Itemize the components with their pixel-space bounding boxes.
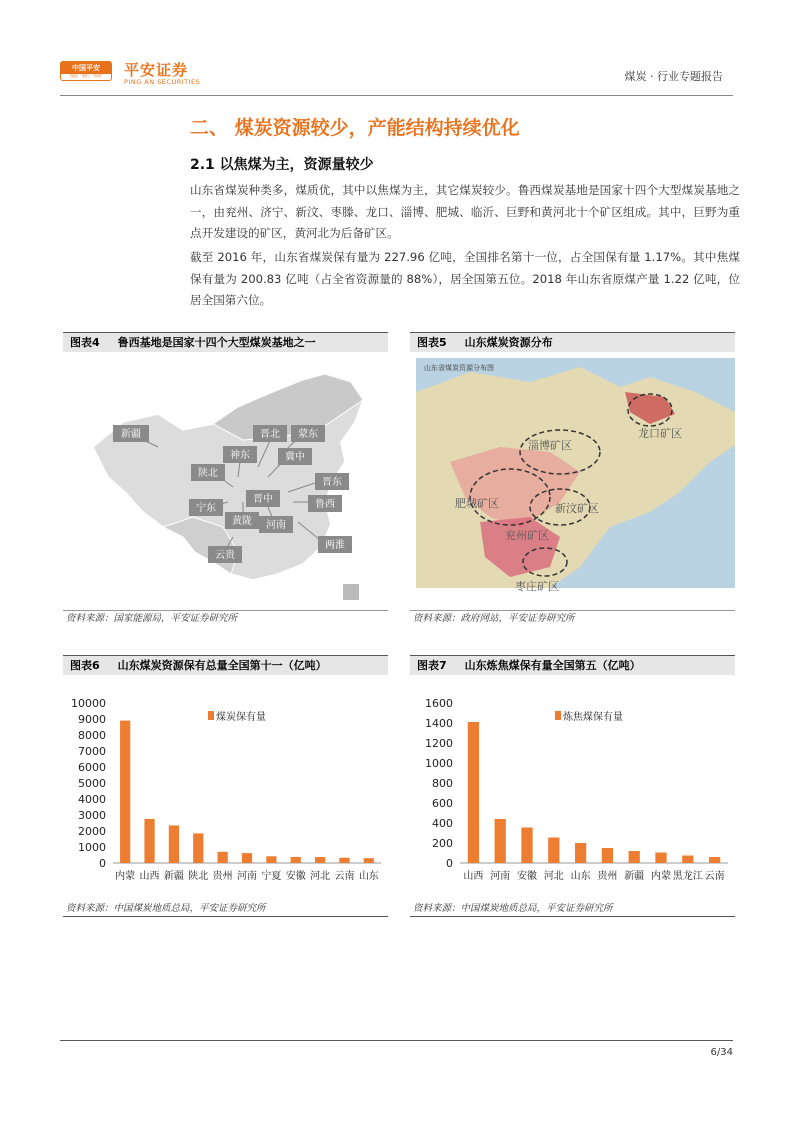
area-label: 新汶矿区 <box>555 502 599 515</box>
section-title: 二、 煤炭资源较少，产能结构持续优化 <box>190 117 520 139</box>
figure-4 <box>63 332 388 626</box>
coal-reserve-bar <box>291 857 301 863</box>
header-divider <box>60 95 733 96</box>
figure-4-source: 资料来源：国家能源局，平安证券研究所 <box>63 610 388 626</box>
coking-coal-x-tick-label: 安徽 <box>517 871 537 882</box>
coal-reserve-bar <box>364 858 374 863</box>
figure-5-number: 图表5 <box>417 336 447 349</box>
coal-reserve-y-tick-label: 4000 <box>78 793 106 806</box>
coking-coal-y-tick-label: 1600 <box>425 697 453 710</box>
svg-text:晋北: 晋北 <box>260 429 280 440</box>
coal-reserve-x-tick-label: 陕北 <box>188 871 209 882</box>
coking-coal-legend-swatch <box>555 711 561 720</box>
base-label <box>253 425 287 442</box>
base-label <box>225 512 259 529</box>
base-label <box>291 425 325 442</box>
coal-reserve-y-tick-label: 0 <box>99 857 106 870</box>
coking-coal-x-tick-label: 黑龙江 <box>672 871 703 882</box>
coal-reserve-x-tick-label: 河北 <box>310 871 331 882</box>
base-label <box>223 446 257 463</box>
area-label: 枣庄矿区 <box>515 580 559 593</box>
coal-reserve-x-tick-label: 贵州 <box>212 871 233 882</box>
coking-coal-bar <box>521 828 532 864</box>
coal-reserve-x-tick-label: 新疆 <box>163 871 184 882</box>
figure-4-title: 鲁西基地是国家十四个大型煤炭基地之一 <box>117 336 316 349</box>
coking-coal-bar <box>682 856 693 864</box>
coal-reserve-legend-swatch <box>208 711 214 720</box>
coal-reserve-x-tick-label: 云南 <box>334 871 355 882</box>
figure-4-title-bar <box>63 332 388 352</box>
coking-coal-x-tick-label: 河南 <box>490 871 511 882</box>
figure-5-title: 山东煤炭资源分布 <box>464 336 553 349</box>
figure-5-source: 资料来源：政府网站，平安证券研究所 <box>410 610 735 626</box>
svg-text:晋东: 晋东 <box>322 477 342 488</box>
figure-7-title-bar <box>410 655 735 675</box>
coal-reserve-bar <box>169 825 179 863</box>
svg-text:宁东: 宁东 <box>196 503 216 514</box>
base-label <box>189 499 223 516</box>
svg-text:黄陇: 黄陇 <box>232 516 252 527</box>
coking-coal-y-tick-label: 0 <box>446 857 453 870</box>
coal-reserve-x-tick-label: 河南 <box>237 871 257 882</box>
figure-7 <box>410 655 735 917</box>
coal-reserve-bar <box>193 833 203 863</box>
base-label <box>246 490 280 507</box>
coking-coal-x-tick-label: 贵州 <box>597 871 618 882</box>
coking-coal-y-tick-label: 600 <box>432 797 453 810</box>
south-sea-inset <box>343 584 359 600</box>
coal-reserve-y-tick-label: 5000 <box>78 777 106 790</box>
svg-text:鲁西: 鲁西 <box>315 499 335 510</box>
svg-text:两淮: 两淮 <box>325 540 345 551</box>
coking-coal-bar <box>655 853 666 864</box>
base-label <box>308 495 342 512</box>
coal-reserve-legend-label: 煤炭保有量 <box>216 712 266 723</box>
svg-text:晋中: 晋中 <box>253 494 273 505</box>
base-label <box>191 464 225 481</box>
chart-coal-reserves <box>63 675 388 897</box>
shandong-coal-map <box>410 352 735 606</box>
coking-coal-bar <box>495 819 506 863</box>
paragraph-1: 山东省煤炭种类多，煤质优，其中以焦煤为主，其它煤炭较少。鲁西煤炭基地是国家十四个大型煤炭基地之一，由兖州、济宁、新汶、枣滕、龙口、淄博、肥城、临沂、巨野和黄河北十个矿区组成。其中，巨野为重点开发建设的矿区，黄河北为后备矿区。 <box>190 183 740 240</box>
coking-coal-y-tick-label: 400 <box>432 817 453 830</box>
coal-reserve-bar <box>339 858 349 863</box>
coking-coal-bar <box>468 722 479 863</box>
coking-coal-x-tick-label: 山西 <box>463 871 484 882</box>
page-number: 6/34 <box>710 1047 733 1058</box>
coking-coal-y-tick-label: 1400 <box>425 717 453 730</box>
coking-coal-x-tick-label: 河北 <box>543 871 564 882</box>
coal-reserve-bar <box>266 856 276 863</box>
base-label <box>208 546 242 563</box>
coal-reserve-y-tick-label: 10000 <box>71 697 106 710</box>
coking-coal-y-tick-label: 1200 <box>425 737 453 750</box>
base-label <box>113 425 149 442</box>
coal-reserve-x-tick-label: 山西 <box>139 871 160 882</box>
coking-coal-bar <box>548 838 559 864</box>
coking-coal-x-tick-label: 云南 <box>704 871 725 882</box>
svg-text:蒙东: 蒙东 <box>298 429 318 440</box>
figure-4-number: 图表4 <box>70 336 100 349</box>
coal-reserve-y-tick-label: 7000 <box>78 745 106 758</box>
coal-reserve-x-tick-label: 山东 <box>358 871 379 882</box>
figure-6-source: 资料来源：中国煤炭地质总局，平安证券研究所 <box>63 901 388 917</box>
coal-reserve-x-tick-label: 内蒙 <box>115 871 136 882</box>
base-label <box>315 473 349 490</box>
figure-6 <box>63 655 388 917</box>
report-type: 煤炭 · 行业专题报告 <box>624 70 723 83</box>
coal-reserve-y-tick-label: 9000 <box>78 713 106 726</box>
coal-reserve-y-tick-label: 3000 <box>78 809 106 822</box>
figure-7-title: 山东炼焦煤保有量全国第五（亿吨） <box>464 659 641 672</box>
base-label <box>318 536 352 553</box>
china-coal-base-map <box>63 352 388 606</box>
svg-text:冀中: 冀中 <box>285 452 305 463</box>
area-label: 龙口矿区 <box>638 427 682 440</box>
svg-text:新疆: 新疆 <box>121 429 141 440</box>
figure-7-number: 图表7 <box>417 659 447 672</box>
coking-coal-x-tick-label: 新疆 <box>624 871 645 882</box>
coking-coal-y-tick-label: 1000 <box>425 757 453 770</box>
figure-5 <box>410 332 735 626</box>
chart-coking-coal-reserves <box>410 675 735 897</box>
figure-6-number: 图表6 <box>70 659 100 672</box>
paragraph-2: 截至 2016 年，山东省煤炭保有量为 227.96 亿吨，全国排名第十一位，占全国保有量 1.17%。其中焦煤保有量为 200.83 亿吨（占全省资源量的 88%），居全国第五位。2018 年山东省原煤产量 1.22 亿吨，位居全国第六位。 <box>190 250 740 307</box>
base-label <box>259 516 293 533</box>
figure-6-title-bar <box>63 655 388 675</box>
footer-divider <box>60 1040 733 1041</box>
area-label: 淄博矿区 <box>528 439 572 452</box>
coal-reserve-bar <box>218 852 228 863</box>
coking-coal-x-tick-label: 内蒙 <box>651 871 671 882</box>
svg-text:陕北: 陕北 <box>198 468 218 479</box>
coking-coal-bar <box>709 857 720 863</box>
coal-reserve-bar <box>144 819 154 863</box>
brand-name-en: PING AN SECURITIES <box>124 78 201 86</box>
svg-text:云贵: 云贵 <box>215 550 235 561</box>
pingan-group-logo <box>60 61 112 81</box>
coal-reserve-y-tick-label: 8000 <box>78 729 106 742</box>
coking-coal-bar <box>629 851 640 863</box>
svg-text:神东: 神东 <box>230 450 250 461</box>
figure-5-title-bar <box>410 332 735 352</box>
coking-coal-x-tick-label: 山东 <box>570 871 591 882</box>
figure-7-source: 资料来源：中国煤炭地质总局，平安证券研究所 <box>410 901 735 917</box>
coking-coal-y-tick-label: 800 <box>432 777 453 790</box>
logo-bottom-text: 保险 · 银行 · 投资 <box>70 73 102 78</box>
area-label: 兖州矿区 <box>505 529 549 542</box>
coal-reserve-y-tick-label: 1000 <box>78 841 106 854</box>
logo-top-text: 中国平安 <box>61 62 111 74</box>
coking-coal-bar <box>602 848 613 863</box>
coal-reserve-y-tick-label: 6000 <box>78 761 106 774</box>
area-label: 肥城矿区 <box>455 497 499 510</box>
coking-coal-legend-label: 炼焦煤保有量 <box>563 712 623 723</box>
brand-name-cn: 平安证券 <box>124 61 189 79</box>
figure-6-title: 山东煤炭资源保有总量全国第十一（亿吨） <box>117 659 327 672</box>
coal-reserve-x-tick-label: 安徽 <box>285 871 306 882</box>
coal-reserve-x-tick-label: 宁夏 <box>261 871 282 882</box>
coal-reserve-bar <box>315 857 325 863</box>
base-label <box>278 448 312 465</box>
svg-text:河南: 河南 <box>266 520 286 531</box>
map-title: 山东省煤炭资源分布图 <box>424 364 494 372</box>
coal-reserve-bar <box>242 853 252 863</box>
coking-coal-bar <box>575 843 586 863</box>
coal-reserve-bar <box>120 721 130 863</box>
sub-section-title: 2.1 以焦煤为主，资源量较少 <box>190 157 374 173</box>
coking-coal-y-tick-label: 200 <box>432 837 453 850</box>
coal-reserve-y-tick-label: 2000 <box>78 825 106 838</box>
